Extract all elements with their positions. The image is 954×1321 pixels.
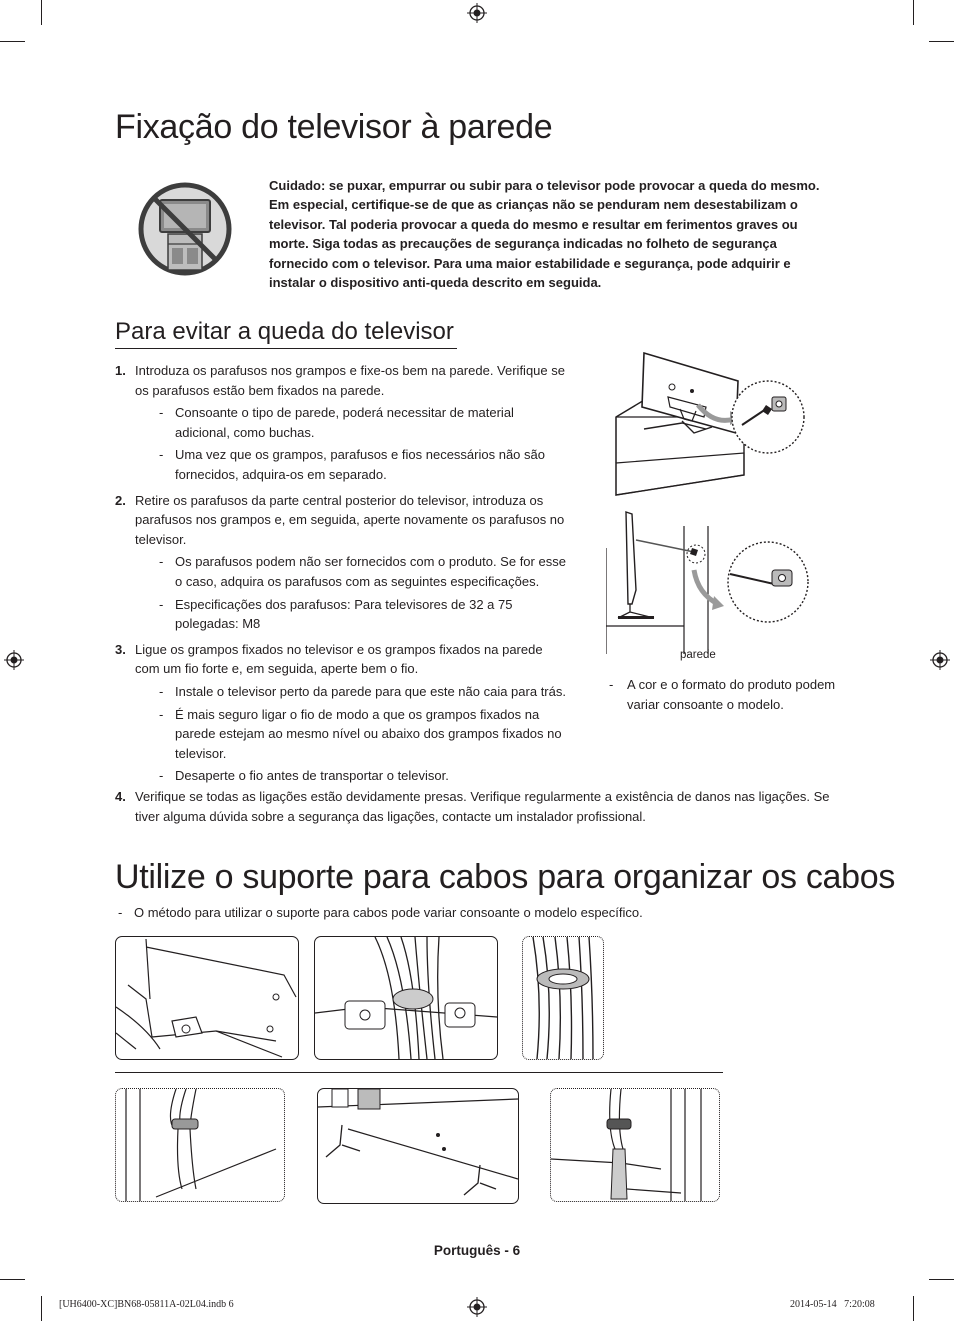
cable-panel-bundle-detail [522,936,604,1060]
note-dash: - [159,596,164,612]
no-climbing-warning-icon [138,182,232,276]
crop-mark [41,0,42,25]
step-note [135,403,567,442]
cable-panel-stand-view [550,1088,720,1202]
step-item [115,640,567,786]
step-number: 2. [115,492,126,508]
note-text: Especificações dos parafusos: Para televisores de 32 a 75 polegadas: M8 [175,596,513,632]
crop-mark [0,1279,25,1280]
step-number: 1. [115,363,126,378]
note-text: O método para utilizar o suporte para cabos pode variar consoante o modelo específico. [134,905,643,920]
step-note [135,552,567,591]
crop-mark [929,1279,954,1280]
page-number: Português - 6 [433,1243,521,1258]
note-dash: - [159,706,164,722]
step-note [135,682,567,702]
caution-text: Cuidado: se puxar, empurrar ou subir para o televisor pode provocar a queda do mesmo. Em especial, certifique-se de que as crianças não se penduram nem desestabilizam o televisor. Tal poderia provocar a queda do mesmo e resultar em ferimentos graves ou morte. Siga todas as precauções de segurança indicadas no folheto de segurança fornecido com o televisor. Para uma maior estabilidade e segurança, pode adquirir e instalar o dispositivo anti-queda descrito em seguida. [269,178,820,291]
heading-underline [115,348,457,349]
crop-mark [0,41,25,42]
note-text: Desaperte o fio antes de transportar o televisor. [175,768,449,784]
wall-label: parede [680,649,716,661]
step-text: Introduza os parafusos nos grampos e fixe-os bem na parede. Verifique se os parafusos estão bem fixados na parede. [135,363,565,398]
registration-mark-icon [467,1297,487,1317]
product-variation-note [609,675,849,714]
crop-mark [913,1296,914,1321]
step-note [135,445,567,484]
step-item [115,491,567,634]
file-slug: [UH6400-XC]BN68-05811A-02L04.indb 6 [59,1299,234,1310]
step-number: 4. [115,789,126,804]
page-title: Utilize o suporte para cabos para organizar os cabos [115,858,896,896]
step-item [115,361,567,485]
crop-mark [929,41,954,42]
print-date: 2014-05-14 7:20:08 [790,1299,875,1310]
step-text: Retire os parafusos da parte central posterior do televisor, introduza os parafusos nos grampos e, em seguida, aperte novamente os parafusos no televisor. [135,492,565,547]
note-text: Uma vez que os grampos, parafusos e fios necessários não são fornecidos, adquira-os em separado. [175,447,545,482]
section-heading: Para evitar a queda do televisor [115,318,454,345]
note-dash: - [159,768,164,784]
tv-on-stand-illustration [610,345,810,500]
registration-mark-icon [467,3,487,23]
divider [115,1072,723,1073]
cable-panel-tv-back [115,936,299,1060]
note-text: Consoante o tipo de parede, poderá necessitar de material adicional, como buchas. [175,405,514,440]
registration-mark-icon [4,650,24,670]
step-text: Ligue os grampos fixados no televisor e os grampos fixados na parede com um fio forte e, em seguida, aperte bem o fio. [135,641,543,677]
cable-holder-note [115,903,875,922]
note-dash: - [609,677,614,692]
note-dash: - [118,905,123,920]
cable-panel-rear-overview [317,1088,519,1204]
note-dash: - [159,405,164,421]
tv-wall-wire-illustration [606,508,810,654]
steps-list [115,361,567,792]
note-text: A cor e o formato do produto podem variar consoante o modelo. [627,677,836,712]
note-dash: - [159,554,164,570]
step-item [115,787,835,826]
cable-panel-side-view [115,1088,285,1202]
crop-mark [41,1296,42,1321]
crop-mark [913,0,914,25]
step-note [135,705,567,764]
note-text: Instale o televisor perto da parede para que este não caia para trás. [175,683,566,699]
step-text: Verifique se todas as ligações estão devidamente presas. Verifique regularmente a existência de danos nas ligações. Se tiver alguma dúvida sobre a segurança das ligações, contacte um instalador profissional. [135,789,830,824]
registration-mark-icon [930,650,950,670]
step-note [135,595,567,634]
step-number: 3. [115,641,126,657]
note-dash: - [159,447,164,463]
page-title: Fixação do televisor à parede [115,108,553,146]
note-text: É mais seguro ligar o fio de modo a que os grampos fixados na parede estejam ao mesmo nível ou abaixo dos grampos fixados no televisor. [175,706,562,761]
cable-panel-holder-attached [314,936,498,1060]
step-note [135,766,567,786]
note-text: Os parafusos podem não ser fornecidos com o produto. Se for esse o caso, adquira os parafusos com as seguintes especificações. [175,554,566,589]
note-dash: - [159,683,164,699]
